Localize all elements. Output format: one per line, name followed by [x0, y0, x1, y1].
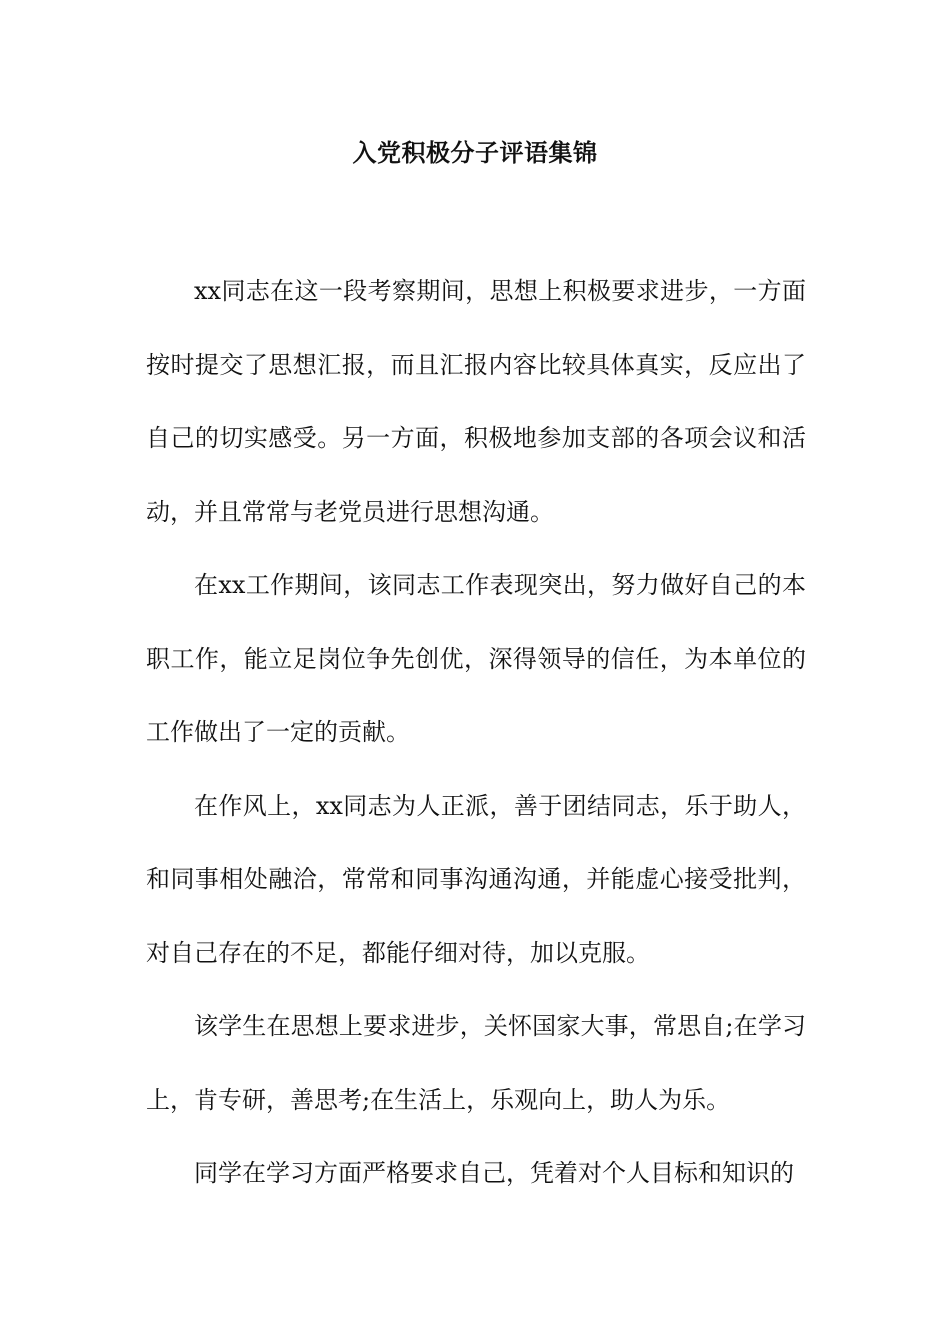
paragraph-4: 该学生在思想上要求进步，关怀国家大事，常思自;在学习上，肯专研，善思考;在生活上，乐观向上，助人为乐。 — [146, 1012, 806, 1114]
paragraph-5: 同学在学习方面严格要求自己，凭着对个人目标和知识的 — [194, 1159, 794, 1187]
paragraph-3: 在作风上，xx同志为人正派，善于团结同志，乐于助人，和同事相处融洽，常常和同事沟通沟通，并能虚心接受批判，对自己存在的不足，都能仔细对待，加以克服。 — [146, 791, 806, 967]
paragraph-2: 在xx工作期间，该同志工作表现突出，努力做好自己的本职工作，能立足岗位争先创优，深得领导的信任，为本单位的工作做出了一定的贡献。 — [146, 571, 806, 746]
document-body — [146, 255, 806, 1211]
document-title: 入党积极分子评语集锦 — [352, 138, 598, 167]
paragraph-1: xx同志在这一段考察期间，思想上积极要求进步，一方面按时提交了思想汇报，而且汇报内容比较具体真实，反应出了自己的切实感受。另一方面，积极地参加支部的各项会议和活动，并且常常与老党员进行思想沟通。 — [146, 277, 806, 526]
